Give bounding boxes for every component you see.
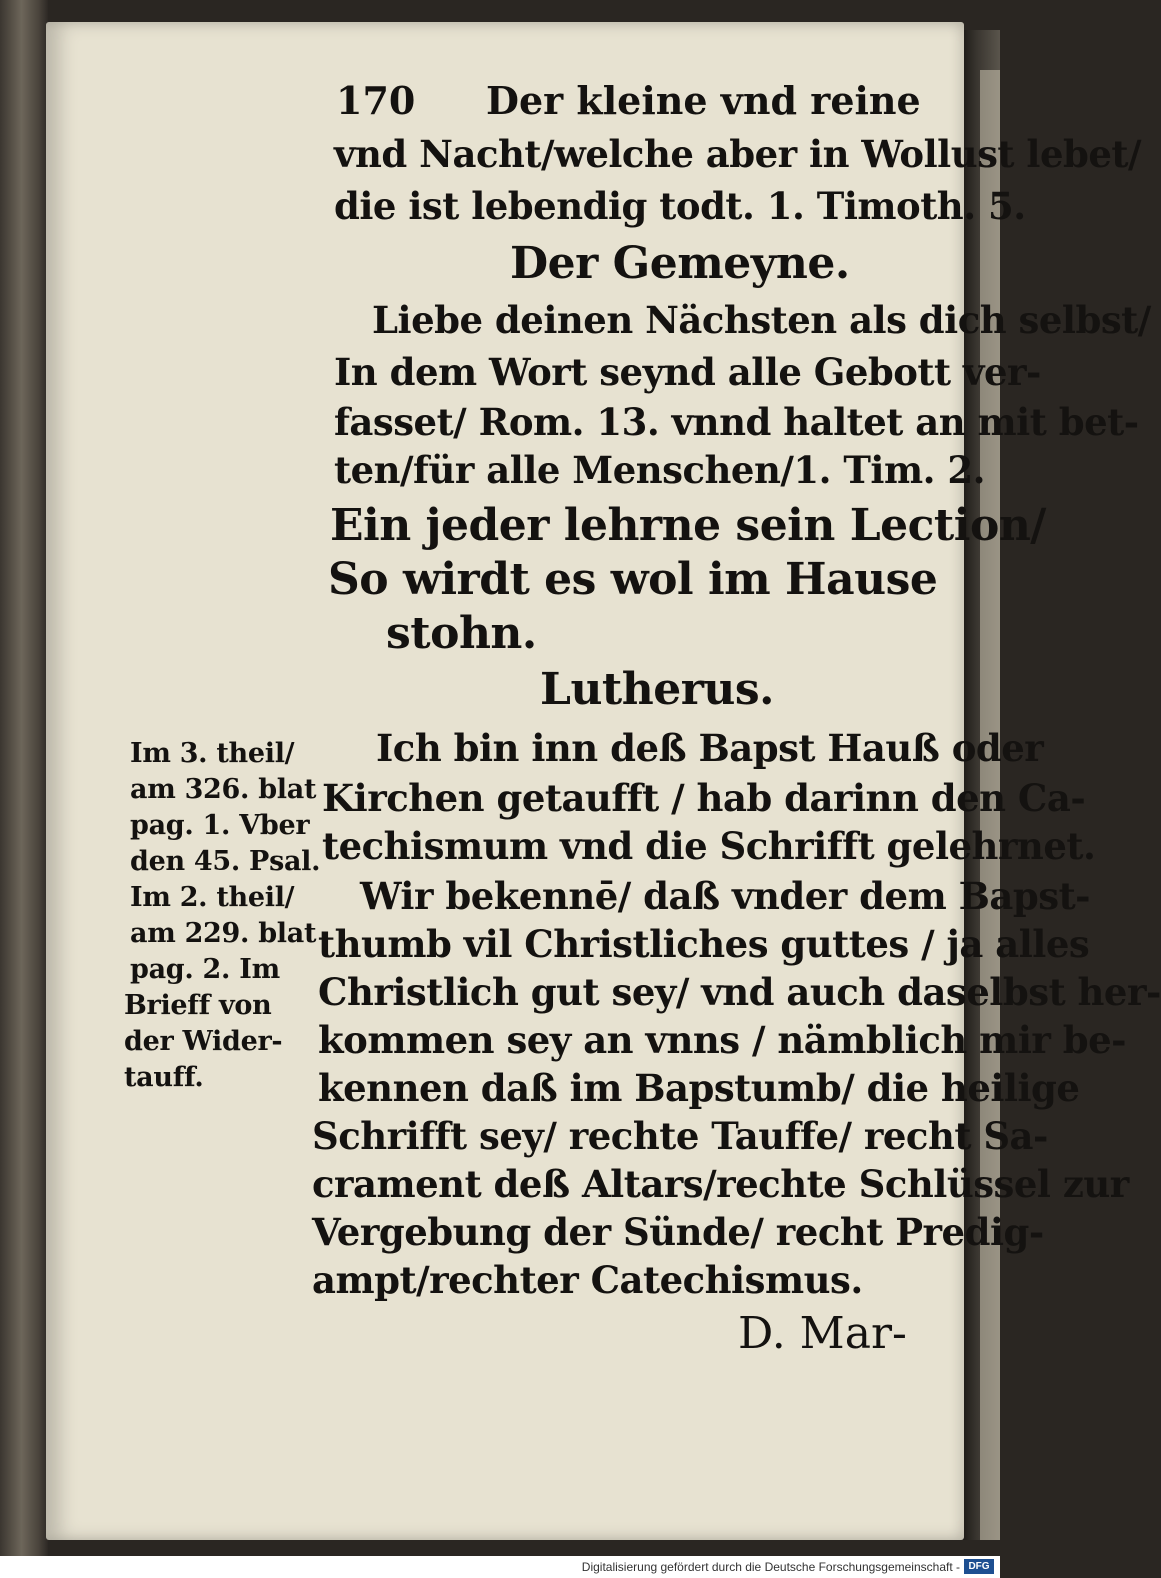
text-line: ampt/rechter Catechismus.: [312, 1258, 863, 1302]
section-heading: Lutherus.: [540, 664, 774, 715]
marginal-note-line: pag. 1. Vber: [130, 810, 310, 841]
marginal-note-line: am 229. blat: [130, 918, 317, 949]
marginal-note-line: der Wider-: [124, 1026, 283, 1057]
text-line: Kirchen getaufft / hab darinn den Ca-: [322, 776, 1086, 820]
text-line: fasset/ Rom. 13. vnnd haltet an mit bet-: [334, 400, 1139, 444]
text-line: vnd Nacht/welche aber in Wollust lebet/: [334, 132, 1142, 176]
text-line: Schrifft sey/ rechte Tauffe/ recht Sa-: [312, 1114, 1048, 1158]
text-line: In dem Wort seynd alle Gebott ver-: [334, 350, 1041, 394]
text-line: Vergebung der Sünde/ recht Predig-: [312, 1210, 1044, 1254]
text-line: ten/für alle Menschen/1. Tim. 2.: [334, 448, 985, 492]
text-line: techismum vnd die Schrifft gelehrnet.: [322, 824, 1096, 868]
verse-line: So wirdt es wol im Hause: [328, 554, 938, 605]
text-line: thumb vil Christliches guttes / ja alles: [318, 922, 1090, 966]
marginal-note-line: pag. 2. Im: [130, 954, 280, 985]
marginal-note-line: Brieff von: [124, 990, 272, 1021]
marginal-note-line: am 326. blat: [130, 774, 317, 805]
page-number: 170: [336, 78, 416, 123]
text-line: Christlich gut sey/ vnd auch daselbst her-: [318, 970, 1161, 1014]
verse-line: stohn.: [386, 608, 537, 659]
text-line: kennen daß im Bapstumb/ die heilige: [318, 1066, 1080, 1110]
marginal-note-line: Im 3. theil/: [130, 738, 295, 769]
text-line: Liebe deinen Nächsten als dich selbst/: [372, 298, 1151, 342]
footer-credit: Digitalisierung gefördert durch die Deutsche Forschungsgemeinschaft -: [581, 1560, 960, 1574]
verse-line: Ein jeder lehrne sein Lection/: [330, 500, 1046, 551]
marginal-note-line: Im 2. theil/: [130, 882, 295, 913]
dfg-logo: DFG: [964, 1559, 994, 1574]
book-spine: [0, 0, 48, 1578]
text-line: crament deß Altars/rechte Schlüssel zur: [312, 1162, 1129, 1206]
text-line: Ich bin inn deß Bapst Hauß oder: [376, 726, 1044, 770]
section-heading: Der Gemeyne.: [510, 238, 850, 289]
running-title: Der kleine vnd reine: [486, 78, 921, 123]
text-line: Wir bekennē/ daß vnder dem Bapst-: [360, 874, 1091, 918]
text-line: die ist lebendig todt. 1. Timoth. 5.: [334, 184, 1026, 228]
text-line: kommen sey an vnns / nämblich mir be-: [318, 1018, 1127, 1062]
marginal-note-line: den 45. Psal.: [130, 846, 321, 877]
marginal-note-line: tauff.: [124, 1062, 204, 1093]
catchword: D. Mar-: [738, 1308, 907, 1359]
